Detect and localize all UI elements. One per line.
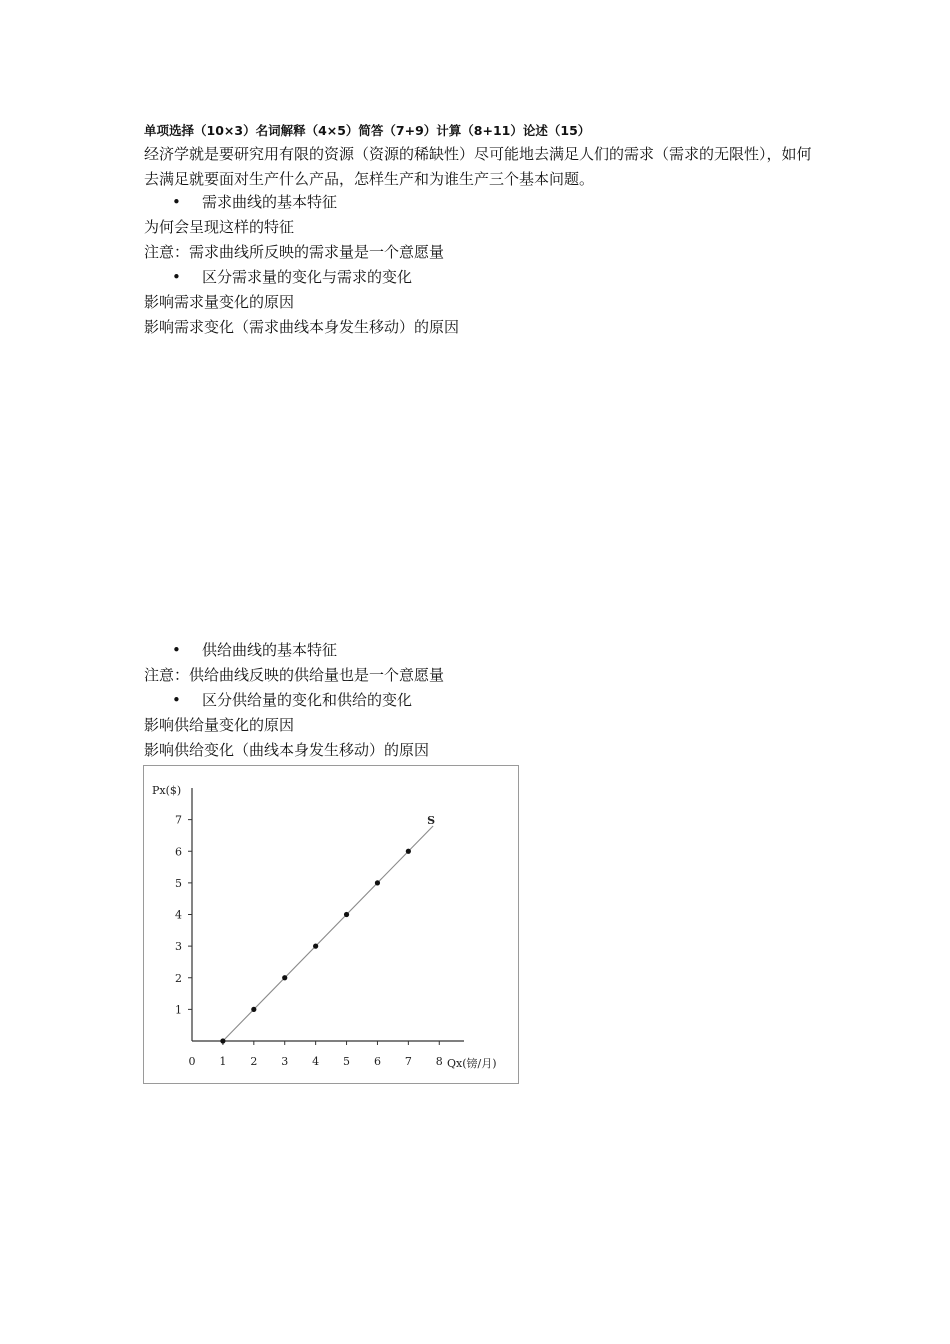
supply-line-2: 影响供给量变化的原因 [144, 716, 295, 734]
x-tick-label: 7 [404, 1055, 412, 1068]
data-point [313, 944, 318, 949]
demand-line-4: 影响需求变化（需求曲线本身发生移动）的原因 [144, 318, 460, 336]
bullet-dot: • [172, 691, 181, 709]
data-point [282, 975, 287, 980]
y-tick-label: 2 [175, 971, 182, 985]
bullet-dot: • [172, 268, 181, 286]
data-point [344, 912, 349, 917]
demand-line-2: 注意：需求曲线所反映的需求量是一个意愿量 [144, 243, 445, 261]
chart-ticks [175, 814, 443, 1068]
y-tick-label: 6 [175, 845, 182, 859]
chart-axes [192, 788, 464, 1041]
x-axis-label: Qx(镑/月) [447, 1057, 497, 1070]
exam-structure-header: 单项选择（10×3）名词解释（4×5）简答（7+9）计算（8+11）论述（15） [144, 123, 591, 138]
supply-line-3: 影响供给变化（曲线本身发生移动）的原因 [144, 741, 430, 759]
series-label-s: S [427, 813, 436, 827]
data-point [406, 849, 411, 854]
demand-line-1: 为何会呈现这样的特征 [144, 218, 295, 236]
bullet-text: 供给曲线的基本特征 [202, 641, 338, 659]
y-tick-label: 1 [175, 1003, 182, 1017]
x-tick-label: 4 [312, 1055, 320, 1068]
x-tick-label: 8 [435, 1055, 443, 1068]
data-point [220, 1038, 225, 1043]
bullet-text: 需求曲线的基本特征 [202, 193, 338, 211]
supply-line-1: 注意：供给曲线反映的供给量也是一个意愿量 [144, 666, 445, 684]
chart-series [220, 826, 433, 1044]
y-tick-label: 3 [175, 940, 182, 954]
x-tick-label: 0 [188, 1055, 196, 1068]
x-tick-label: 1 [219, 1055, 227, 1068]
supply-curve-chart [144, 766, 518, 1083]
demand-line-3: 影响需求量变化的原因 [144, 293, 295, 311]
demand-bullet-1 [172, 190, 337, 215]
supply-curve-figure [143, 765, 519, 1084]
x-tick-label: 3 [281, 1055, 289, 1068]
intro-paragraph: 经济学就是要研究用有限的资源（资源的稀缺性）尽可能地去满足人们的需求（需求的无限性），如何去满足就要面对生产什么产品，怎样生产和为谁生产三个基本问题。 [144, 145, 812, 188]
bullet-dot: • [172, 193, 181, 211]
data-point [375, 880, 380, 885]
data-point [251, 1007, 256, 1012]
y-tick-label: 5 [175, 876, 182, 890]
x-tick-label: 2 [250, 1055, 258, 1068]
bullet-dot: • [172, 641, 181, 659]
y-tick-label: 4 [175, 908, 182, 922]
bullet-text: 区分需求量的变化与需求的变化 [202, 268, 413, 286]
x-tick-label: 6 [373, 1055, 381, 1068]
supply-bullet-1 [172, 638, 337, 663]
x-tick-label: 5 [343, 1055, 351, 1068]
y-axis-label: Px($) [152, 784, 182, 797]
supply-bullet-2 [172, 688, 412, 713]
y-tick-label: 7 [175, 813, 182, 827]
bullet-text: 区分供给量的变化和供给的变化 [202, 691, 413, 709]
demand-bullet-2 [172, 265, 412, 290]
